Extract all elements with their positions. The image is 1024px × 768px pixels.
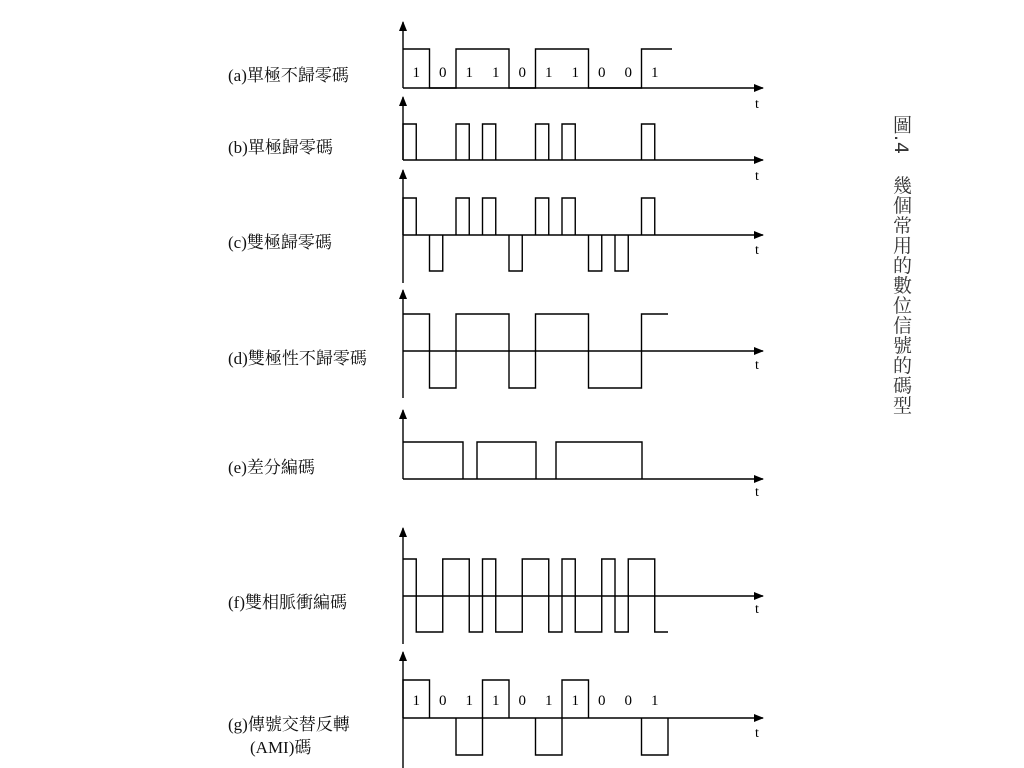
- panel-a-t-label: t: [755, 97, 759, 112]
- label-unipolar-rz: (b)單極歸零碼: [228, 138, 333, 157]
- pulse-c-neg: [430, 235, 443, 271]
- pulse-c-pos: [642, 198, 655, 235]
- pulse-b: [456, 124, 469, 160]
- label-bipolar-nrz: (d)雙極性不歸零碼: [228, 349, 367, 368]
- bit-label-g: 1: [651, 693, 659, 709]
- bit-label-g: 0: [598, 693, 606, 709]
- pulse-c-neg: [509, 235, 522, 271]
- pulse-b: [562, 124, 575, 160]
- label-differential: (e)差分編碼: [228, 458, 315, 477]
- bit-label-g: 1: [412, 693, 420, 709]
- pulse-c-pos: [456, 198, 469, 235]
- label-bipolar-rz: (c)雙極歸零碼: [228, 233, 332, 252]
- panel-g-t-label: t: [755, 726, 759, 741]
- pulse-b: [642, 124, 655, 160]
- bit-label-a: 0: [518, 65, 526, 81]
- bit-label-g: 1: [492, 693, 500, 709]
- bit-label-g: 0: [518, 693, 526, 709]
- panel-b-t-label: t: [755, 169, 759, 184]
- pulse-c-neg: [589, 235, 602, 271]
- panel-d-t-label: t: [755, 358, 759, 373]
- segment-e: [403, 442, 463, 479]
- bit-label-a: 1: [571, 65, 579, 81]
- segment-e: [556, 442, 642, 479]
- bit-label-g: 0: [439, 693, 447, 709]
- bit-label-a: 0: [598, 65, 606, 81]
- pulse-b: [403, 124, 416, 160]
- bit-label-a: 1: [492, 65, 500, 81]
- panel-c-t-label: t: [755, 243, 759, 258]
- bit-label-a: 1: [412, 65, 420, 81]
- label-ami: (g)傳號交替反轉: [228, 715, 350, 734]
- panel-e-t-label: t: [755, 485, 759, 500]
- label-biphase: (f)雙相脈衝編碼: [228, 593, 347, 612]
- bit-label-a: 1: [651, 65, 659, 81]
- pulse-g-neg: [536, 718, 563, 755]
- pulse-c-pos: [562, 198, 575, 235]
- bit-label-g: 1: [465, 693, 473, 709]
- bit-label-a: 0: [439, 65, 447, 81]
- pulse-g-neg: [456, 718, 483, 755]
- bit-label-g: 1: [571, 693, 579, 709]
- bit-label-g: 1: [545, 693, 553, 709]
- bit-label-g: 0: [624, 693, 632, 709]
- label-ami-line2: (AMI)碼: [250, 738, 312, 757]
- pulse-b: [536, 124, 549, 160]
- pulse-c-pos: [403, 198, 416, 235]
- label-unipolar-nrz: (a)單極不歸零碼: [228, 66, 349, 85]
- pulse-c-neg: [615, 235, 628, 271]
- pulse-c-pos: [536, 198, 549, 235]
- pulse-c-pos: [483, 198, 496, 235]
- panel-f-t-label: t: [755, 602, 759, 617]
- pulse-g-neg: [642, 718, 669, 755]
- pulse-b: [483, 124, 496, 160]
- figure-title: 圖.4 幾個常用的數位信號的碼型: [890, 115, 912, 416]
- segment-e: [477, 442, 536, 479]
- bit-label-a: 1: [545, 65, 553, 81]
- bit-label-a: 0: [624, 65, 632, 81]
- bit-label-a: 1: [465, 65, 473, 81]
